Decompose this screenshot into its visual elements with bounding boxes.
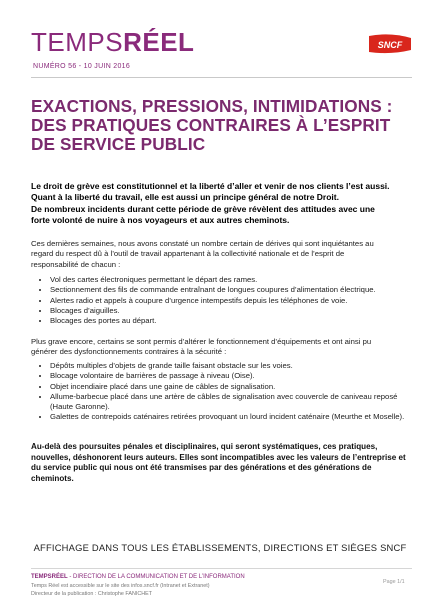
title-line: DES PRATIQUES CONTRAIRES À L’ESPRIT bbox=[31, 115, 391, 135]
list-item: • Dépôts multiples d’objets de grande taille faisant obstacle sur les voies. bbox=[50, 361, 422, 371]
intro-line: générer des dysfonctionnements contraires à la sécurité : bbox=[31, 347, 227, 357]
closing-line: nouvelles, déshonorent leurs auteurs. Elles sont incompatibles avec les valeurs de l’entreprise et bbox=[31, 452, 406, 462]
sncf-logo-text: SNCF bbox=[377, 40, 403, 50]
footer-line-1 bbox=[31, 574, 245, 580]
list-item: • Blocage volontaire de barrières de passage à niveau (Oise). bbox=[50, 371, 422, 381]
list-item: • Blocages des portes au départ. bbox=[50, 316, 422, 326]
list-item: • Objet incendiaire placé dans une gaine de câbles de signalisation. bbox=[50, 382, 422, 392]
header-divider bbox=[31, 77, 412, 78]
brand-thin: TEMPS bbox=[31, 27, 124, 57]
list-item: • Sectionnement des fils de commande entraînant de longues coupures d’alimentation électrique. bbox=[50, 285, 422, 295]
list-item: • Galettes de contrepoids caténaires retirées provoquant un lourd incident caténaire (Meurthe et Moselle). bbox=[50, 412, 422, 422]
page-title bbox=[31, 97, 416, 154]
brand-title bbox=[31, 27, 194, 58]
footer-line-3: Directeur de la publication : Christophe FANICHET bbox=[31, 591, 153, 597]
intro-paragraph-1 bbox=[31, 239, 414, 270]
intro-line: Ces dernières semaines, nous avons constaté un nombre certain de dérives qui sont inquiétantes au bbox=[31, 239, 374, 248]
title-line: DE SERVICE PUBLIC bbox=[31, 134, 206, 154]
lead-line: Quant à la liberté du travail, elle est aussi un principe général de notre Droit. bbox=[31, 192, 339, 202]
closing-line: du service public qui nous ont été transmises par des générations et des générations de bbox=[31, 463, 372, 473]
footer-divider bbox=[31, 568, 412, 569]
footer-direction: - DIRECTION DE LA COMMUNICATION ET DE L’INFORMATION bbox=[67, 574, 245, 580]
sécurité-list bbox=[38, 361, 422, 423]
page-number: Page 1/1 bbox=[383, 579, 405, 585]
dérives-list bbox=[38, 275, 422, 326]
display-note: AFFICHAGE DANS TOUS LES ÉTABLISSEMENTS, DIRECTIONS ET SIÈGES SNCF bbox=[33, 542, 407, 553]
intro-line: responsabilité de chacun : bbox=[31, 259, 121, 269]
list-item: • Alertes radio et appels à coupure d’urgence intempestifs depuis les téléphones de voie. bbox=[50, 296, 422, 306]
sncf-logo bbox=[366, 34, 414, 54]
footer-line-2: Temps Réel est accessible sur le site des infos.sncf.fr (Intranet et Extranet) bbox=[31, 583, 210, 589]
lead-line: De nombreux incidents durant cette période de grève révèlent des attitudes avec une bbox=[31, 204, 375, 214]
lead-line: forte volonté de nuire à nos voyageurs et aux autres cheminots. bbox=[31, 215, 290, 225]
closing-line: cheminots. bbox=[31, 473, 74, 483]
list-item: • Vol des cartes électroniques permettant le départ des rames. bbox=[50, 275, 422, 285]
closing-paragraph bbox=[31, 442, 415, 484]
intro-paragraph-2 bbox=[31, 337, 414, 358]
lead-line: Le droit de grève est constitutionnel et la liberté d’aller et venir de nos clients l’est aussi. bbox=[31, 181, 390, 191]
issue-number: NUMÉRO 56 - 10 JUIN 2016 bbox=[33, 63, 131, 70]
intro-line: Plus grave encore, certains se sont permis d’altérer le fonctionnement d’équipements et ont ainsi pu bbox=[31, 337, 372, 346]
lead-paragraph-2 bbox=[31, 204, 416, 226]
lead-paragraph-1 bbox=[31, 181, 416, 203]
list-item: • Allume-barbecue placé dans une artère de câbles de signalisation avec couvercle de caniveau reposé (Haute Garonne). bbox=[50, 392, 422, 413]
title-line: EXACTIONS, PRESSIONS, INTIMIDATIONS : bbox=[31, 96, 393, 116]
closing-line: Au-delà des poursuites pénales et disciplinaires, qui seront systématiques, ces pratiques, bbox=[31, 442, 378, 451]
list-item: • Blocages d’aiguilles. bbox=[50, 306, 422, 316]
footer-brand: TEMPSRÉEL bbox=[31, 574, 68, 580]
brand-bold: RÉEL bbox=[123, 27, 195, 57]
intro-line: regard du respect dû à l’outil de travail appartenant à la collectivité nationale et de l’esprit de bbox=[31, 249, 345, 259]
